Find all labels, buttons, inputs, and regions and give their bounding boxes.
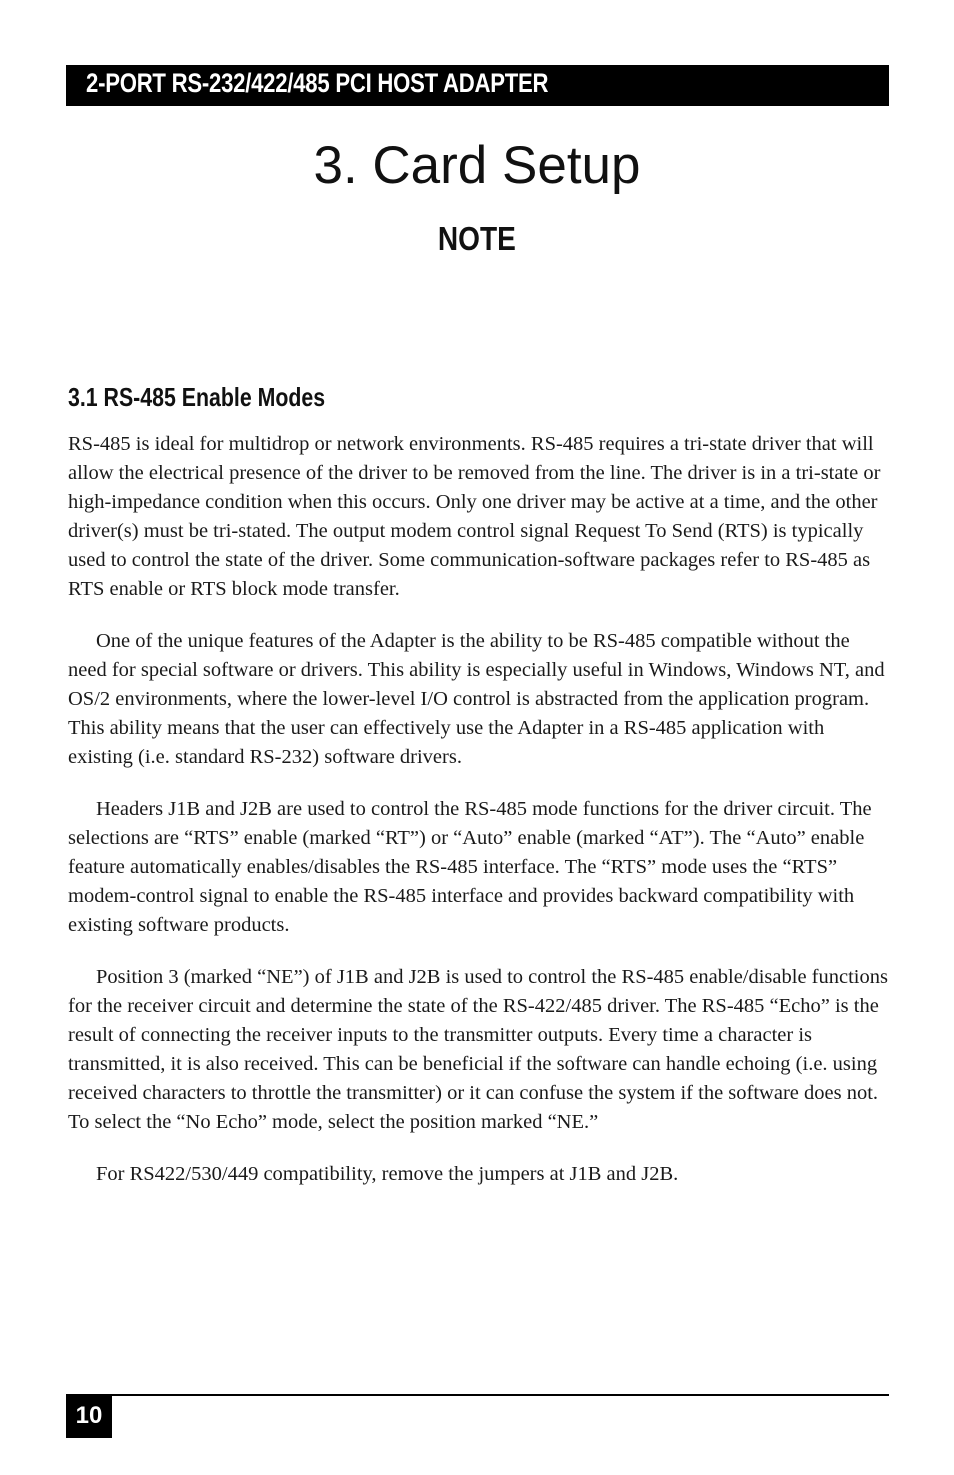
header-bar [66,65,889,106]
note-title [0,220,954,258]
paragraph-5: For RS422/530/449 compatibility, remove the jumpers at J1B and J2B. [96,1163,679,1185]
header-title: 2-PORT RS-232/422/485 PCI HOST ADAPTER [86,68,549,98]
page-number-box [66,1396,112,1438]
paragraph-2: One of the unique features of the Adapter is the ability to be RS-485 compatible without the need for special software or drivers. This ability is especially useful in Windows, Windows NT, and OS/2 environments, where the lower-level I/O control is abstracted from the application program. This ability means that the user can effectively use the Adapter in a RS-485 application with existing (i.e. standard RS-232) software drivers. [68,630,885,768]
chapter-title: 3. Card Setup [313,136,641,195]
page-number: 10 [75,1402,103,1429]
paragraph-3: Headers J1B and J2B are used to control the RS-485 mode functions for the driver circuit. The selections are “RTS” enable (marked “RT”) or “Auto” enable (marked “AT”). The “Auto” enable feature automatically enables/disables the RS-485 interface. The “RTS” mode uses the “RTS” modem-control signal to enable the RS-485 interface and provides backward compatibility with existing software products. [68,798,872,936]
section-heading: 3.1 RS-485 Enable Modes [68,382,326,412]
paragraph-1: RS-485 is ideal for multidrop or network environments. RS-485 requires a tri-state driver that will allow the electrical presence of the driver to be removed from the line. The driver is in a tri-state or high-impedance condition when this occurs. Only one driver may be active at a time, and the other driver(s) must be tri-stated. The output modem control signal Request To Send (RTS) is typically used to control the state of the driver. Some communication-software packages refer to RS-485 as RTS enable or RTS block mode transfer. [68,433,881,600]
body-text [68,430,890,1212]
footer-rule [66,1394,889,1396]
note-title-text: NOTE [438,220,516,257]
paragraph-4: Position 3 (marked “NE”) of J1B and J2B is used to control the RS-485 enable/disable functions for the receiver circuit and determine the state of the RS-422/485 driver. The RS-485 “Echo” is the result of connecting the receiver inputs to the transmitter outputs. Every time a character is transmitted, it is also received. This can be beneficial if the software can handle echoing (i.e. using received characters to throttle the transmitter) or it can confuse the system if the software does not. To select the “No Echo” mode, select the position marked “NE.” [68,966,888,1133]
